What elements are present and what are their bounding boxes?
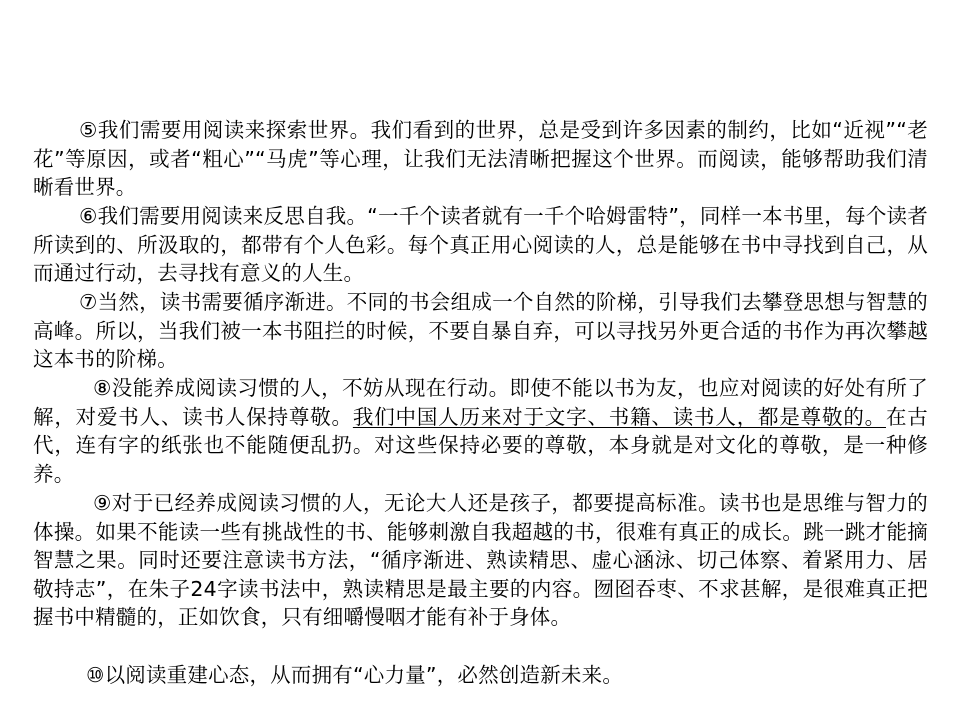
paragraph-10: ⑩以阅读重建心态，从而拥有“心力量”，必然创造新未来。	[86, 663, 624, 687]
paragraph-6: ⑥我们需要用阅读来反思自我。“一千个读者就有一千个哈姆雷特”，同样一本书里，每个读者所读到的、所汲取的，都带有个人色彩。每个真正用心阅读的人，总是能够在书中寻找到自己，从而通过行动，去寻找有意义的人生。	[33, 204, 928, 286]
paragraph-5: ⑤我们需要用阅读来探索世界。我们看到的世界，总是受到许多因素的制约，比如“近视”“老花”等原因，或者“粗心”“马虎”等心理，让我们无法清晰把握这个世界。而阅读，能够帮助我们清晰看世界。	[33, 118, 928, 200]
underlined-sentence: 我们中国人历来对于文字、书籍、读书人，都是尊敬的。	[352, 404, 886, 429]
paragraph-7: ⑦当然，读书需要循序渐进。不同的书会组成一个自然的阶梯，引导我们去攀登思想与智慧的高峰。所以，当我们被一本书阻拦的时候，不要自暴自弃，可以寻找另外更合适的书作为再次攀越这本书的阶梯。	[33, 290, 928, 372]
paragraph-8-text-after: 在古代，连有字的纸张也不能随便乱扔。对这些保持必要的尊敬，本身就是对文化的尊敬，是一种修养。	[33, 404, 929, 486]
paragraph-8	[33, 374, 928, 488]
paragraph-9: ⑨对于已经养成阅读习惯的人，无论大人还是孩子，都要提高标准。读书也是思维与智力的体操。如果不能读一些有挑战性的书、能够刺激自我超越的书，很难有真正的成长。跳一跳才能摘智慧之果。同时还要注意读书方法，“循序渐进、熟读精思、虚心涵泳、切己体察、着紧用力、居敬持志”，在朱子24字读书法中，熟读精思是最主要的内容。囫囵吞枣、不求甚解，是很难真正把握书中精髓的，正如饮食，只有细嚼慢咽才能有补于身体。	[33, 491, 928, 630]
paragraph-8-text-before: ⑧没能养成阅读习惯的人，不妨从现在行动。即使不能以书为友，也应对阅读的好处有所了解，对爱书人、读书人保持尊敬。	[33, 376, 928, 429]
